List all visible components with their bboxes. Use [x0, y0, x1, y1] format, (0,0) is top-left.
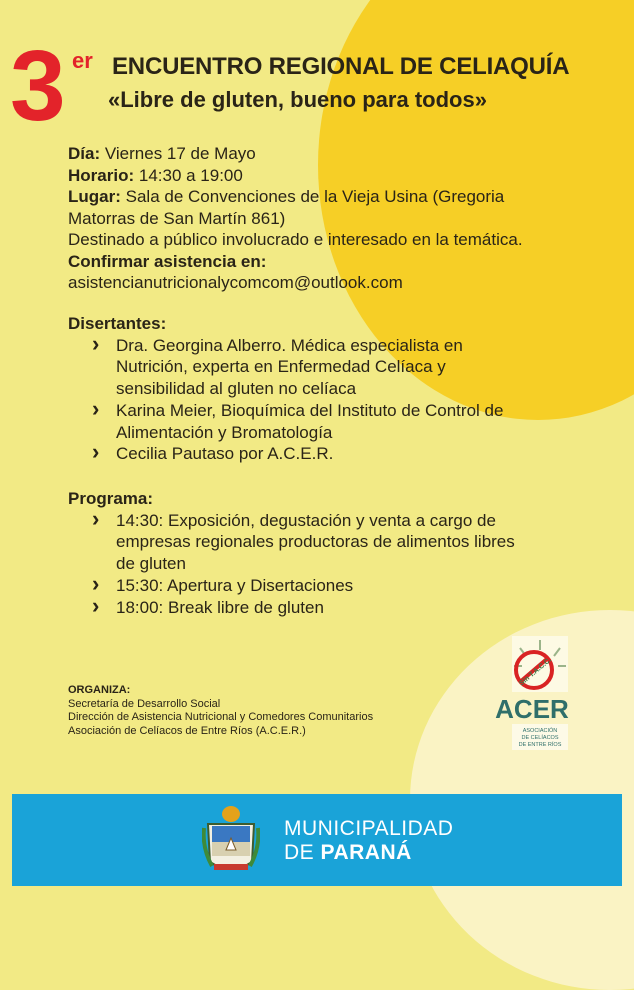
program-item: › 15:30: Apertura y Disertaciones: [116, 575, 578, 597]
organizers-title: ORGANIZA:: [68, 684, 131, 696]
event-details: [68, 143, 588, 294]
speaker-item: › Dra. Georgina Alberro. Médica especialista en Nutrición, experta en Enfermedad Celíaca y sensibilidad al gluten no celíaca: [116, 335, 578, 400]
day-label: Día:: [68, 144, 101, 163]
program-section: [68, 488, 578, 618]
acer-logo-graphic: [490, 636, 574, 752]
time-value: 14:30 a 19:00: [138, 165, 243, 185]
organizer-line: Asociación de Celíacos de Entre Ríos (A.C.E.R.): [68, 724, 306, 737]
edition-number: 3: [10, 30, 64, 142]
organizer-line: Dirección de Asistencia Nutricional y Comedores Comunitarios: [68, 711, 374, 723]
time-label: Horario:: [68, 165, 135, 185]
place-row: [68, 186, 588, 208]
event-subtitle: «Libre de gluten, bueno para todos»: [108, 87, 487, 112]
edition-ordinal: er: [72, 48, 93, 73]
acer-name: ACER: [495, 694, 569, 724]
organizer-line: Secretaría de Desarrollo Social: [68, 697, 221, 710]
speaker-item: › Karina Meier, Bioquímica del Instituto de Control de Alimentación y Bromatología: [116, 400, 578, 444]
program-item: › 18:00: Break libre de gluten: [116, 597, 578, 619]
time-row: [68, 165, 588, 187]
municipality-crest-icon: [202, 804, 260, 876]
acer-sub-2: DE CELÍACOS: [521, 735, 559, 741]
place-label: Lugar:: [68, 187, 121, 206]
municipality-footer: [12, 794, 622, 886]
speakers-section: [68, 313, 578, 465]
event-title: ENCUENTRO REGIONAL DE CELIAQUÍA: [112, 53, 570, 80]
audience-text: Destinado a público involucrado e interesado en la temática.: [68, 230, 523, 249]
organizers-block: [68, 684, 468, 738]
program-title: Programa:: [68, 489, 154, 508]
contact-email[interactable]: asistencianutricionalycomcom@outlook.com: [68, 273, 403, 292]
place-value-2: Matorras de San Martín 861): [68, 208, 286, 228]
program-item: › 14:30: Exposición, degustación y venta a cargo de empresas regionales productoras de alimentos libres de gluten: [116, 510, 578, 575]
place-value-1: Sala de Convenciones de la Vieja Usina (Gregoria: [125, 187, 505, 206]
acer-sub-1: ASOCIACIÓN: [522, 728, 558, 734]
acer-badge-text: Sin T.A.C.C.: [518, 656, 553, 688]
acer-sub-3: DE ENTRE RÍOS: [518, 742, 562, 748]
municipality-line-2: DE PARANÁ: [284, 841, 412, 864]
speakers-title: Disertantes:: [68, 314, 167, 333]
day-row: [68, 143, 588, 165]
acer-logo: [490, 636, 574, 752]
confirm-label: Confirmar asistencia en:: [68, 251, 267, 271]
municipality-line-1: MUNICIPALIDAD: [284, 817, 454, 840]
day-value: Viernes 17 de Mayo: [104, 144, 256, 163]
speaker-item: › Cecilia Pautaso por A.C.E.R.: [116, 443, 578, 465]
city-name: PARANÁ: [320, 841, 412, 864]
